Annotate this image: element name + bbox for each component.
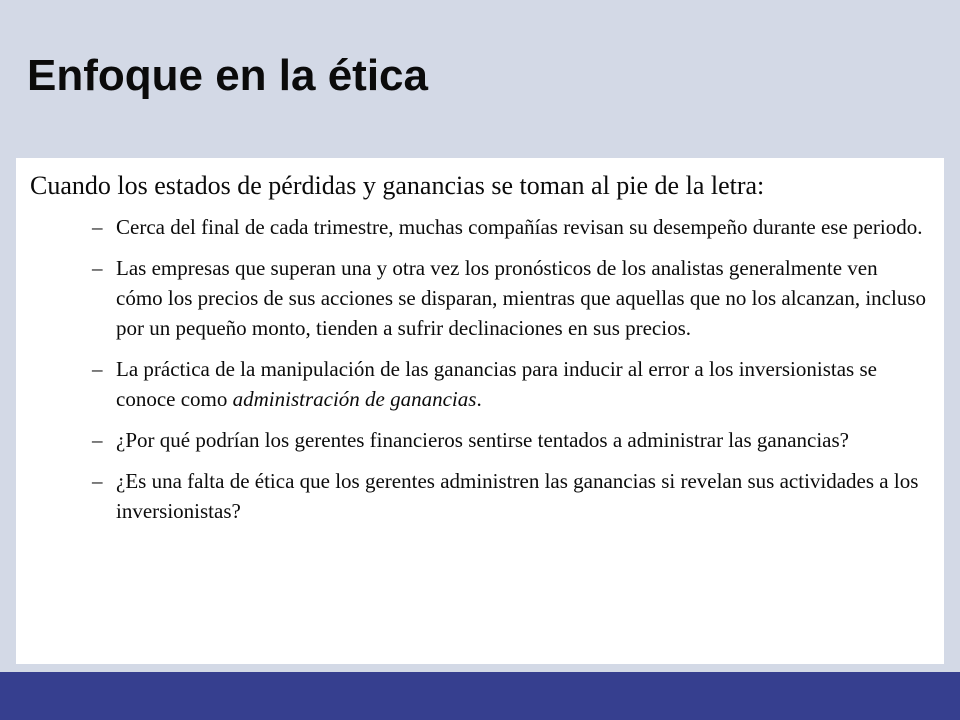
bullet-item (30, 354, 928, 414)
bullet-text: ¿Por qué podrían los gerentes financieros sentirse tentados a administrar las ganancias? (116, 428, 850, 452)
bullet-list (30, 212, 928, 526)
dash-marker: – (92, 428, 103, 452)
bullet-text-end: . (476, 387, 482, 411)
bullet-item (30, 466, 928, 526)
dash-marker: – (92, 256, 103, 280)
slide-title: Enfoque en la ética (27, 51, 428, 100)
lead-statement: Cuando los estados de pérdidas y ganancias se toman al pie de la letra: (30, 171, 765, 200)
bullet-text: Cerca del final de cada trimestre, muchas compañías revisan su desempeño durante ese periodo. (116, 215, 923, 239)
bullet-item (30, 253, 928, 343)
dash-marker: – (92, 357, 103, 381)
bullet-text: Las empresas que superan una y otra vez los pronósticos de los analistas generalmente ven cómo los precios de sus acciones se disparan, mientras que aquellas que no los alcanzan, incluso por un pequeño monto, tienden a sufrir declinaciones en sus precios. (116, 256, 927, 340)
footer-bar (0, 672, 960, 720)
content-box (16, 158, 944, 664)
bullet-text: ¿Es una falta de ética que los gerentes administren las ganancias si revelan sus actividades a los inversionistas? (116, 469, 919, 523)
dash-marker: – (92, 215, 103, 239)
bullet-text: La práctica de la manipulación de las ganancias para inducir al error a los inversionistas se conoce como (116, 357, 877, 411)
dash-marker: – (92, 469, 103, 493)
emphasized-term: administración de ganancias (232, 387, 477, 411)
bullet-item (30, 212, 928, 242)
bullet-item (30, 425, 928, 455)
